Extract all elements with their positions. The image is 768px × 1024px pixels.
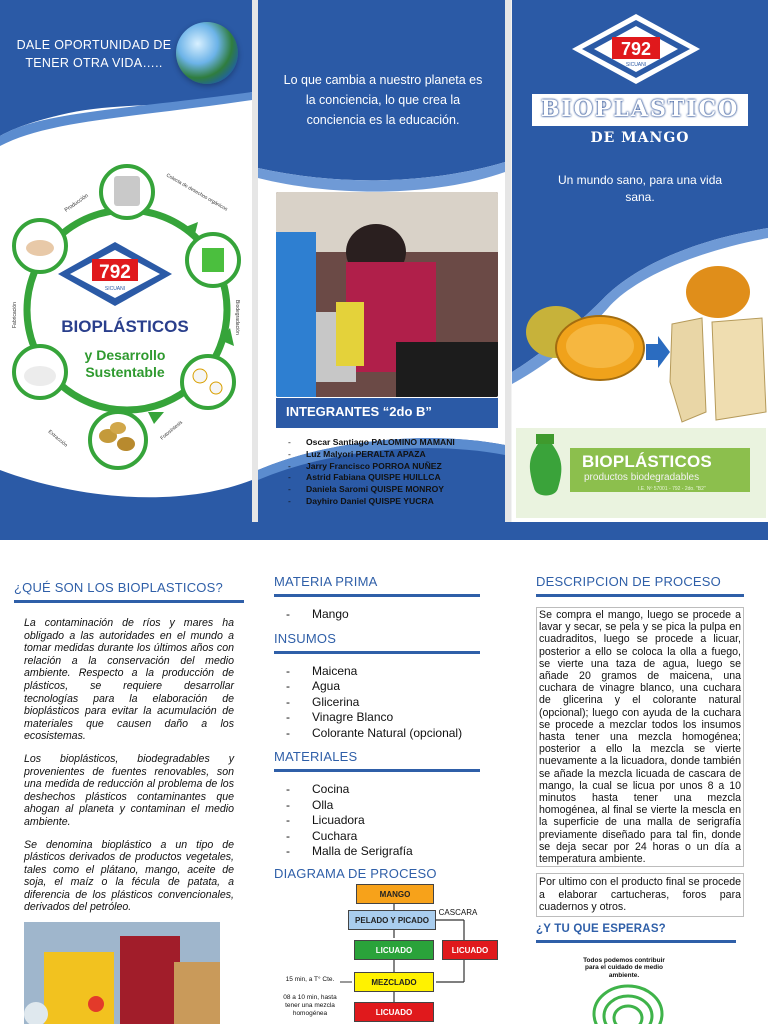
logo-number: 792 (99, 262, 131, 283)
members-title: INTEGRANTES “2do B” (286, 404, 432, 419)
logo-caption: SICUANI (104, 286, 126, 292)
list-item: - Colorante Natural (opcional) (286, 725, 463, 740)
final-note: Por ultimo con el producto final se procede a elaborar cartucheras, foros para cuadernos y otros. (536, 873, 744, 917)
tagline: DALE OPORTUNIDAD DE TENER OTRA VIDA….. (16, 38, 172, 70)
bioplastic-bags-photo (24, 922, 220, 1024)
member-item: - Jarry Francisco PORROA NUÑEZ (288, 460, 442, 471)
heading-rule (536, 940, 736, 943)
cover-bottom-band (0, 522, 768, 540)
list-item: - Vinagre Blanco (286, 710, 394, 724)
step-peel-and-chop: PELADO Y PICADO (348, 910, 436, 930)
list-item: - Cocina (286, 782, 350, 796)
list-item: - Olla (286, 797, 334, 812)
banner-caption: I.E. Nº 57001 - 792 - 2do. "B2" (638, 486, 706, 492)
slogan: Un mundo sano, para una vida sana. (557, 173, 723, 204)
cover-subtitle-2: Sustentable (85, 364, 165, 380)
cycle-label-production: Producción (63, 192, 90, 214)
cover-panel-right (512, 0, 768, 522)
section-heading: INSUMOS (274, 631, 480, 654)
list-item: - Malla de Serigrafía (286, 844, 413, 858)
member-item: - Astrid Fabiana QUISPE HUILLCA (288, 472, 441, 483)
list-item: - Agua (286, 679, 341, 693)
cover-panel-middle (258, 0, 505, 522)
cycle-label-fabrication: Fabricación (12, 302, 18, 328)
bioplastics-explanation (24, 617, 234, 914)
materials-column (274, 560, 480, 881)
cycle-node-bin (187, 234, 239, 286)
cover-panel-left (0, 0, 252, 522)
poster-caption: Todos podemos contribuir para el cuidado de medio ambiente. (583, 957, 665, 979)
list-item: - Maicena (286, 663, 358, 678)
section-heading: ¿QUÉ SON LOS BIOPLASTICOS? (14, 580, 244, 603)
banner-title: BIOPLÁSTICOS (582, 452, 712, 471)
banner-subtitle: productos biodegradables (584, 472, 700, 483)
inputs-list (286, 664, 480, 742)
process-description-column (536, 560, 744, 943)
member-item: - Daniela Saromi QUISPE MONROY (288, 484, 445, 495)
section-heading: DESCRIPCION DE PROCESO (536, 574, 744, 597)
cover-subtitle-1: y Desarrollo (84, 347, 166, 363)
logo-caption: SICUANI (625, 62, 647, 68)
cycle-label-photosynthesis: Fotosíntesis (159, 419, 184, 442)
step-final-blend: LICUADO (354, 1002, 434, 1022)
cycle-label-biodegradation: Biodegradación (234, 300, 240, 335)
list-item: - Glicerina (286, 694, 360, 709)
note-blend-time: 08 a 10 min, hasta tener una mezcla homogénea (283, 994, 337, 1017)
cycle-label-extraction: Extracción (46, 428, 69, 449)
members-list (288, 437, 498, 508)
step-mango: MANGO (356, 884, 434, 904)
paragraph: La contaminación de ríos y mares ha obligado a las autoridades en el mundo a tomar medidas durante los últimos años con relación a la conservación del medio ambiente. Respecto a la producción de plásticos, se requiere desarrollar tecnologías para la elaboración de bioplásticos para evitar la acumulación de materiales que causen daño a los ecosistemas. (24, 617, 234, 743)
section-heading: MATERIALES (274, 749, 480, 772)
cover-bioplastics-title: BIOPLÁSTICOS (61, 317, 189, 336)
students-working-photo (276, 192, 498, 397)
step-mix: MEZCLADO (354, 972, 434, 992)
school-logo-792 (570, 12, 702, 86)
section-heading: ¿Y TU QUE ESPERAS? (536, 922, 666, 935)
process-description: Se compra el mango, luego se procede a lavar y secar, se pela y se pica la pulpa en cuadraditos, luego se procede a licuar, posterior a ello se coloca la olla a fuego, se vierte una taza de agua, luego se añade 20 gramos de maicena, una cuchara de vinagre blanco, una cuchara de glicerina y el colorante natural (opcional); luego con ayuda de la cuchara se procede a mezclar todos los insumos hasta tener una mezcla homogénea; posterior a ello la mezcla se vierte nuevamente a la licuadora, donde también se añade la mezcla licuada de cascara de mango, la cual se licua por unos 8 a 10 minutos hasta tener una mezcla homogénea, al final se vierte la mescla en la superficie de una malla de serigrafía previamente diseñado para tal fin, donde se deja secar por 24 horas o un día a temperatura ambiente. (536, 607, 744, 867)
mango-to-bioplastic-image (516, 262, 768, 424)
school-logo-792 (56, 240, 174, 308)
cycle-node-powder (14, 346, 66, 398)
process-flow-diagram (276, 876, 506, 1024)
note-mixing-time: 15 min, a T° Cte. (285, 976, 335, 983)
label-cascara: CASCARA (438, 908, 478, 917)
brochure-title: BIOPLASTICO (540, 96, 740, 122)
what-are-bioplastics-column (14, 560, 244, 924)
list-item: - Licuadora (286, 813, 365, 827)
step-blend-peel: LICUADO (442, 940, 498, 960)
cycle-node-production (101, 166, 153, 218)
list-item: - Cuchara (286, 828, 358, 843)
fold-gutter (505, 0, 511, 522)
bioplastic-cycle-diagram (8, 150, 246, 480)
brochure-subtitle: DE MANGO (590, 130, 690, 146)
materials-list (286, 782, 480, 860)
section-heading: MATERIA PRIMA (274, 574, 480, 597)
member-item: - Dayhiro Daniel QUISPE YUCRA (288, 495, 434, 506)
step-blend: LICUADO (354, 940, 434, 960)
raw-material-list (286, 607, 480, 623)
member-item: - Luz Malyori PERALTA APAZA (288, 448, 426, 459)
member-item: - Oscar Santiago PALOMINO MAMANI (288, 437, 455, 447)
section-heading: DIAGRAMA DE PROCESO (274, 865, 437, 881)
cycle-node-potatoes (90, 412, 146, 468)
cycle-label-collect: Colecta de desechos orgánicos (165, 172, 229, 213)
paragraph: Se denomina bioplástico a un tipo de plásticos derivados de productos vegetales, tales como el plátano, mango, aceite de soja, el maíz o la fécula de patata, a diferencia de los plásticos convencionales, derivados del petróleo. (24, 838, 234, 914)
list-item: - Mango (286, 607, 349, 621)
paragraph: Los bioplásticos, biodegradables y provenientes de fuentes renovables, son una medida de reducción al problema de los deshechos plásticos contaminantes que ahogan al planeta y contaminan el medio ambiente. (24, 752, 234, 828)
globe-icon (176, 22, 238, 84)
education-quote: Lo que cambia a nuestro planeta es la conciencia, lo que crea la conciencia es la educación. (283, 73, 483, 127)
logo-number: 792 (620, 39, 652, 59)
